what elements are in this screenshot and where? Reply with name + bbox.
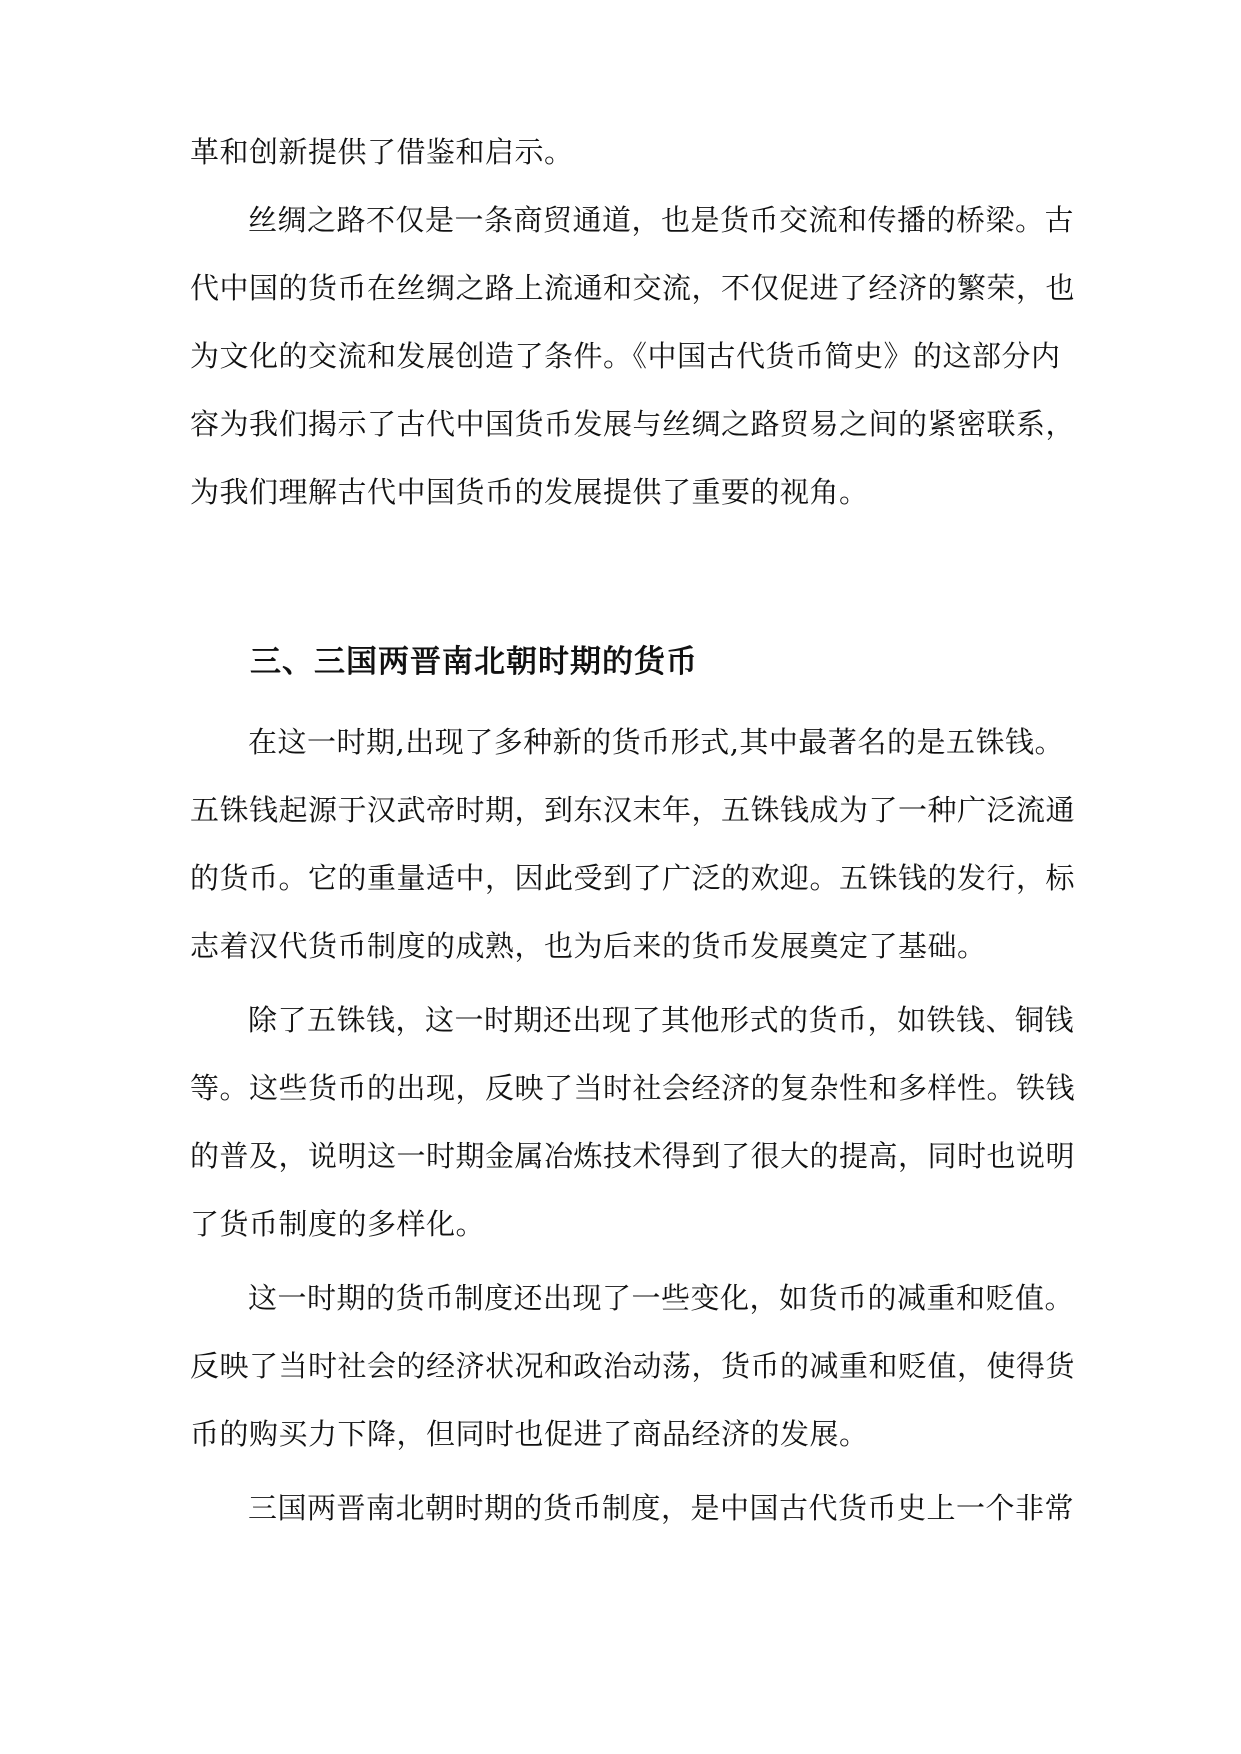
paragraph-line: 除了五铢钱，这一时期还出现了其他形式的货币，如铁钱、铜钱 [248,1003,1075,1037]
paragraph-line: 丝绸之路不仅是一条商贸通道，也是货币交流和传播的桥梁。古 [248,203,1075,237]
paragraph-line: 志着汉代货币制度的成熟，也为后来的货币发展奠定了基础。 [190,929,987,963]
paragraph-line: 代中国的货币在丝绸之路上流通和交流，不仅促进了经济的繁荣，也 [190,271,1076,305]
paragraph-line: 在这一时期,出现了多种新的货币形式,其中最著名的是五铢钱。 [248,725,1064,759]
paragraph-line: 为文化的交流和发展创造了条件。《中国古代货币简史》的这部分内 [190,339,1061,373]
paragraph-line: 币的购买力下降，但同时也促进了商品经济的发展。 [190,1417,869,1451]
paragraph-line: 的普及，说明这一时期金属冶炼技术得到了很大的提高，同时也说明 [190,1139,1076,1173]
paragraph-line: 等。这些货币的出现，反映了当时社会经济的复杂性和多样性。铁钱 [190,1071,1076,1105]
paragraph-line: 三国两晋南北朝时期的货币制度，是中国古代货币史上一个非常 [248,1491,1075,1525]
section-heading: 三、三国两晋南北朝时期的货币 [250,644,698,680]
paragraph-line: 五铢钱起源于汉武帝时期，到东汉末年，五铢钱成为了一种广泛流通 [190,793,1076,827]
paragraph-line: 容为我们揭示了古代中国货币发展与丝绸之路贸易之间的紧密联系， [190,407,1076,441]
paragraph-line: 反映了当时社会的经济状况和政治动荡，货币的减重和贬值，使得货 [190,1349,1076,1383]
paragraph-line: 的货币。它的重量适中，因此受到了广泛的欢迎。五铢钱的发行，标 [190,861,1076,895]
paragraph-line: 了货币制度的多样化。 [190,1207,486,1241]
paragraph-line: 革和创新提供了借鉴和启示。 [190,135,574,169]
paragraph-line: 这一时期的货币制度还出现了一些变化，如货币的减重和贬值。 [248,1281,1075,1315]
paragraph-line: 为我们理解古代中国货币的发展提供了重要的视角。 [190,475,869,509]
